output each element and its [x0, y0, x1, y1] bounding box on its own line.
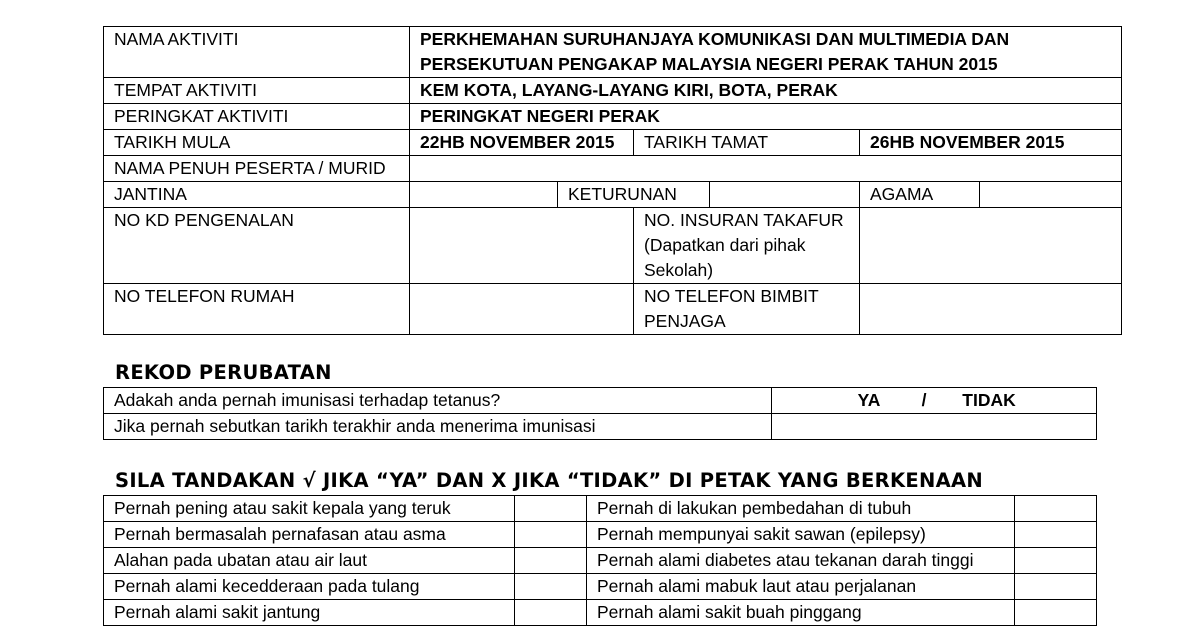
peringkat-aktiviti-value: PERINGKAT NEGERI PERAK [410, 104, 1122, 130]
nama-aktiviti-value: PERKHEMAHAN SURUHANJAYA KOMUNIKASI DAN MULTIMEDIA DAN PERSEKUTUAN PENGAKAP MALAYSIA NEGERI PERAK TAHUN 2015 [410, 27, 1122, 78]
check-box[interactable] [1015, 496, 1097, 522]
tarikh-tamat-value: 26HB NOVEMBER 2015 [860, 130, 1122, 156]
peringkat-aktiviti-label: PERINGKAT AKTIVITI [104, 104, 410, 130]
checklist-table [103, 495, 1097, 626]
condition-label: Pernah mempunyai sakit sawan (epilepsy) [587, 522, 1015, 548]
check-box[interactable] [1015, 522, 1097, 548]
table-row [104, 548, 1097, 574]
ya-option[interactable]: YA [857, 390, 881, 410]
insuran-label: NO. INSURAN TAKAFUR (Dapatkan dari pihak Sekolah) [634, 208, 860, 284]
medical-table [103, 387, 1097, 440]
jantina-label: JANTINA [104, 182, 410, 208]
tempat-aktiviti-label: TEMPAT AKTIVITI [104, 78, 410, 104]
check-box[interactable] [515, 548, 587, 574]
rekod-perubatan-heading: REKOD PERUBATAN [115, 361, 332, 384]
nama-penuh-label: NAMA PENUH PESERTA / MURID [104, 156, 410, 182]
keturunan-label: KETURUNAN [558, 182, 710, 208]
condition-label: Pernah alami sakit jantung [104, 600, 515, 626]
check-box[interactable] [1015, 600, 1097, 626]
condition-label: Pernah di lakukan pembedahan di tubuh [587, 496, 1015, 522]
table-row [104, 496, 1097, 522]
table-row [104, 600, 1097, 626]
agama-label: AGAMA [860, 182, 980, 208]
tarikh-tamat-label: TARIKH TAMAT [634, 130, 860, 156]
check-box[interactable] [1015, 574, 1097, 600]
condition-label: Pernah alami sakit buah pinggang [587, 600, 1015, 626]
condition-label: Pernah alami kecedderaan pada tulang [104, 574, 515, 600]
table-row [104, 522, 1097, 548]
condition-label: Pernah bermasalah pernafasan atau asma [104, 522, 515, 548]
tel-rumah-field[interactable] [410, 284, 634, 335]
imunisasi-date-field[interactable] [772, 414, 1097, 440]
check-box[interactable] [515, 496, 587, 522]
condition-label: Pernah alami diabetes atau tekanan darah tinggi [587, 548, 1015, 574]
condition-label: Pernah pening atau sakit kepala yang teruk [104, 496, 515, 522]
imunisasi-date-question: Jika pernah sebutkan tarikh terakhir anda menerima imunisasi [104, 414, 772, 440]
agama-field[interactable] [980, 182, 1122, 208]
tetanus-question: Adakah anda pernah imunisasi terhadap tetanus? [104, 388, 772, 414]
tel-bimbit-field[interactable] [860, 284, 1122, 335]
jantina-field[interactable] [410, 182, 558, 208]
check-box[interactable] [515, 522, 587, 548]
no-kp-label: NO KD PENGENALAN [104, 208, 410, 284]
tarikh-mula-label: TARIKH MULA [104, 130, 410, 156]
table-row [104, 574, 1097, 600]
tempat-aktiviti-value: KEM KOTA, LAYANG-LAYANG KIRI, BOTA, PERAK [410, 78, 1122, 104]
nama-penuh-field[interactable] [410, 156, 1122, 182]
check-box[interactable] [515, 574, 587, 600]
slash-separator: / [921, 390, 927, 410]
check-box[interactable] [1015, 548, 1097, 574]
participant-info-table [103, 26, 1122, 335]
check-box[interactable] [515, 600, 587, 626]
tel-bimbit-label: NO TELEFON BIMBIT PENJAGA [634, 284, 860, 335]
tarikh-mula-value: 22HB NOVEMBER 2015 [410, 130, 634, 156]
keturunan-field[interactable] [710, 182, 860, 208]
tidak-option[interactable]: TIDAK [962, 390, 1016, 410]
checklist-heading: SILA TANDAKAN √ JIKA “YA” DAN X JIKA “TIDAK” DI PETAK YANG BERKENAAN [115, 469, 984, 492]
nama-aktiviti-label: NAMA AKTIVITI [104, 27, 410, 78]
no-kp-field[interactable] [410, 208, 634, 284]
insuran-field[interactable] [860, 208, 1122, 284]
ya-tidak-field[interactable] [772, 388, 1097, 414]
condition-label: Alahan pada ubatan atau air laut [104, 548, 515, 574]
condition-label: Pernah alami mabuk laut atau perjalanan [587, 574, 1015, 600]
tel-rumah-label: NO TELEFON RUMAH [104, 284, 410, 335]
